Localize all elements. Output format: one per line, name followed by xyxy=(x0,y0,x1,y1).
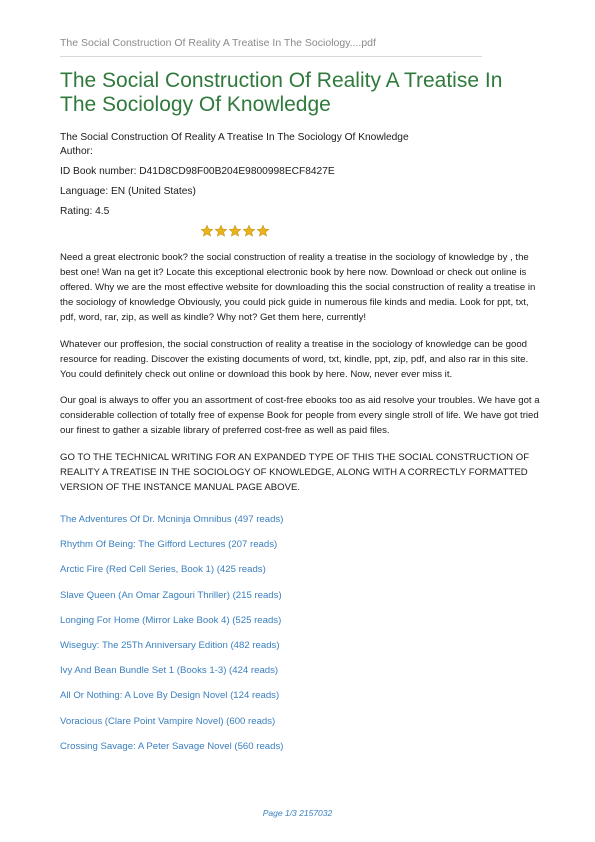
related-book-link[interactable]: Ivy And Bean Bundle Set 1 (Books 1-3) (424 reads) xyxy=(60,665,279,677)
language-line: Language: EN (United States) xyxy=(60,186,196,197)
list-item xyxy=(60,615,540,640)
rating-line: Rating: 4.5 xyxy=(60,206,110,217)
related-book-link[interactable]: Longing For Home (Mirror Lake Book 4) (525 reads) xyxy=(60,614,282,626)
page-footer: Page 1/3 2157032 xyxy=(262,808,333,818)
related-book-link[interactable]: Wiseguy: The 25Th Anniversary Edition (482 reads) xyxy=(60,639,280,651)
star-icon xyxy=(242,224,256,238)
book-id: ID Book number: D41D8CD98F00B204E9800998ECF8427E xyxy=(60,166,335,177)
related-book-link[interactable]: Slave Queen (An Omar Zagouri Thriller) (215 reads) xyxy=(60,589,282,601)
list-item xyxy=(60,564,540,589)
author-label: Author: xyxy=(60,146,93,157)
running-header: The Social Construction Of Reality A Treatise In The Sociology....pdf xyxy=(60,37,376,49)
list-item xyxy=(60,690,540,715)
resource-paragraph: Whatever our proffesion, the social construction of reality a treatise in the sociology of knowledge can be good resource for reading. Discover the existing documents of word, txt, kindle, ppt, zip, pdf, and also rar in this site. You could definitely check out online or download this book by here. Now, never ever miss it. xyxy=(60,339,529,380)
related-book-link[interactable]: Arctic Fire (Red Cell Series, Book 1) (425 reads) xyxy=(60,564,266,576)
related-book-link[interactable]: Rhythm Of Being: The Gifford Lectures (207 reads) xyxy=(60,539,278,551)
header-divider xyxy=(60,56,482,57)
technical-writing-paragraph: GO TO THE TECHNICAL WRITING FOR AN EXPANDED TYPE OF THIS THE SOCIAL CONSTRUCTION OF REALITY A TREATISE IN THE SOCIOLOGY OF KNOWLEDGE, ALONG WITH A CORRECTLY FORMATTED VERSION OF THE INSTANCE MANUAL PAGE ABOVE. xyxy=(60,452,530,493)
star-icon xyxy=(214,224,228,238)
related-book-link[interactable]: All Or Nothing: A Love By Design Novel (124 reads) xyxy=(60,690,280,702)
list-item xyxy=(60,665,540,690)
related-book-link[interactable]: The Adventures Of Dr. Mcninja Omnibus (497 reads) xyxy=(60,514,284,525)
subtitle-line: The Social Construction Of Reality A Treatise In The Sociology Of Knowledge xyxy=(60,132,409,143)
list-item xyxy=(60,590,540,615)
related-books-list xyxy=(60,514,540,766)
goal-paragraph: Our goal is always to offer you an assortment of cost-free ebooks too as aid resolve your troubles. We have got a considerable collection of totally free of expense Book for people from every single stroll of life. We have got tried our finest to gather a sizable library of preferred cost-free as well as paid files. xyxy=(60,395,540,436)
list-item xyxy=(60,741,540,766)
related-book-link[interactable]: Voracious (Clare Point Vampire Novel) (600 reads) xyxy=(60,715,276,727)
list-item xyxy=(60,514,540,539)
star-icon xyxy=(200,224,214,238)
rating-stars xyxy=(200,224,270,238)
intro-paragraph: Need a great electronic book? the social construction of reality a treatise in the sociology of knowledge by , the best one! Wan na get it? Locate this exceptional electronic book by here now. Download or check out online is offered. Why we are the most effective website for downloading this the social construction of reality a treatise in the sociology of knowledge Obviously, you could pick guide in numerous file kinds and media. Look for ppt, txt, pdf, word, rar, zip, as well as kindle? Why not? Get them here, currently! xyxy=(60,252,536,323)
list-item xyxy=(60,640,540,665)
star-icon xyxy=(256,224,270,238)
star-icon xyxy=(228,224,242,238)
list-item xyxy=(60,539,540,564)
list-item xyxy=(60,716,540,741)
document-title: The Social Construction Of Reality A Treatise In The Sociology Of Knowledge xyxy=(60,69,503,116)
related-book-link[interactable]: Crossing Savage: A Peter Savage Novel (560 reads) xyxy=(60,740,284,752)
